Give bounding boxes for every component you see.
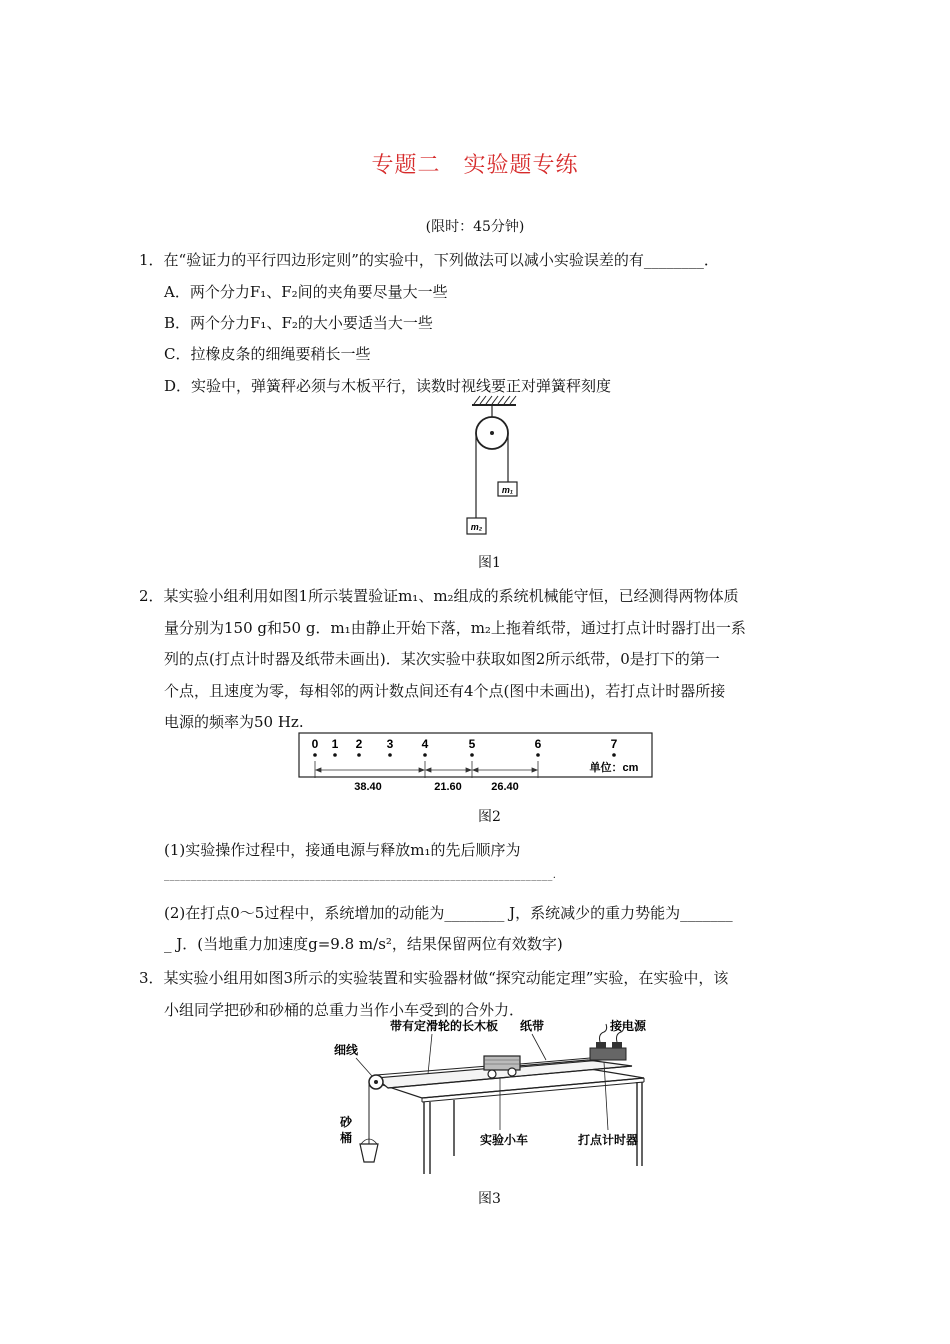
label-board: 带有定滑轮的长木板 <box>390 1019 499 1033</box>
figure-1-caption: 图1 <box>478 555 501 571</box>
figure-1-pulley <box>450 392 530 542</box>
label-power: 接电源 <box>610 1019 647 1033</box>
tape-dot-3 <box>388 753 392 757</box>
tape-dot-5 <box>470 753 474 757</box>
q1-option-c: C．拉橡皮条的细绳要稍长一些 <box>164 345 371 363</box>
tape-distance-5-6: 26.40 <box>491 781 519 793</box>
q2-sub-2-line-2: _ J．(当地重力加速度g=9.8 m/s²，结果保留两位有效数字) <box>164 935 563 953</box>
tape-point-label-4: 4 <box>421 737 429 751</box>
q2-sub-1: (1)实验操作过程中，接通电源与释放m₁的先后顺序为 <box>164 841 521 859</box>
figure-3-apparatus <box>332 1016 662 1180</box>
q2-stem-line-5: 电源的频率为50 Hz. <box>164 713 304 731</box>
q1-option-b: B．两个分力F₁、F₂的大小要适当大一些 <box>164 314 433 332</box>
q1-stem: 1．在“验证力的平行四边形定则”的实验中，下列做法可以减小实验误差的有________． <box>139 251 719 269</box>
q2-sub-2-line-1: (2)在打点0～5过程中，系统增加的动能为________ J，系统减少的重力势能为_______ <box>164 904 733 922</box>
tape-point-label-7: 7 <box>610 737 618 751</box>
tape-point-label-0: 0 <box>311 737 319 751</box>
tape-dot-1 <box>333 753 337 757</box>
q2-stem-line-2: 量分别为150 g和50 g．m₁由静止开始下落，m₂上拖着纸带，通过打点计时器打出一系 <box>164 619 746 637</box>
q1-option-a: A．两个分力F₁、F₂间的夹角要尽量大一些 <box>164 283 448 301</box>
label-tape: 纸带 <box>520 1019 545 1033</box>
label-bucket-2: 桶 <box>340 1131 353 1145</box>
tape-dot-7 <box>612 753 616 757</box>
q2-sub-1-blank: ________________________________________________________________________. <box>164 870 557 881</box>
tape-distance-4-5: 21.60 <box>434 781 462 793</box>
tape-dot-2 <box>357 753 361 757</box>
q2-stem-line-3: 列的点(打点计时器及纸带未画出)．某次实验中获取如图2所示纸带，0是打下的第一 <box>164 650 720 668</box>
tape-point-label-2: 2 <box>355 737 363 751</box>
q1-option-d: D．实验中，弹簧秤必须与木板平行，读数时视线要正对弹簧秤刻度 <box>164 377 612 395</box>
q2-stem-line-4: 个点，且速度为零，每相邻的两计数点间还有4个点(图中未画出)，若打点计时器所接 <box>164 682 726 700</box>
figure-2-paper-tape <box>298 732 654 796</box>
tape-distance-0-4: 38.40 <box>354 781 382 793</box>
label-timer: 打点计时器 <box>578 1133 639 1147</box>
tape-point-label-3: 3 <box>386 737 394 751</box>
tape-point-label-1: 1 <box>331 737 339 751</box>
time-limit: (限时：45分钟) <box>425 219 525 235</box>
q3-stem-line-2: 小组同学把砂和砂桶的总重力当作小车受到的合外力． <box>164 1001 525 1019</box>
tape-unit: 单位：cm <box>589 762 639 774</box>
tape-point-label-6: 6 <box>534 737 542 751</box>
page-title: 专题二 实验题专练 <box>371 153 579 178</box>
sand-bucket <box>360 1144 378 1162</box>
label-bucket-1: 砂 <box>340 1115 353 1129</box>
mass-m2-label: m₂ <box>470 522 483 532</box>
tape-dot-6 <box>536 753 540 757</box>
tape-point-label-5: 5 <box>468 737 476 751</box>
figure-3-caption: 图3 <box>478 1191 501 1207</box>
mass-m1-label: m₁ <box>501 485 514 495</box>
q2-stem-line-1: 2．某实验小组利用如图1所示装置验证m₁、m₂组成的系统机械能守恒，已经测得两物体质 <box>139 587 739 605</box>
q3-stem-line-1: 3．某实验小组用如图3所示的实验装置和实验器材做“探究动能定理”实验，在实验中，该 <box>139 969 729 987</box>
tape-dot-4 <box>423 753 427 757</box>
label-car: 实验小车 <box>480 1133 529 1147</box>
figure-2-caption: 图2 <box>478 809 501 825</box>
tape-dot-0 <box>313 753 317 757</box>
label-string: 细线 <box>334 1043 359 1057</box>
